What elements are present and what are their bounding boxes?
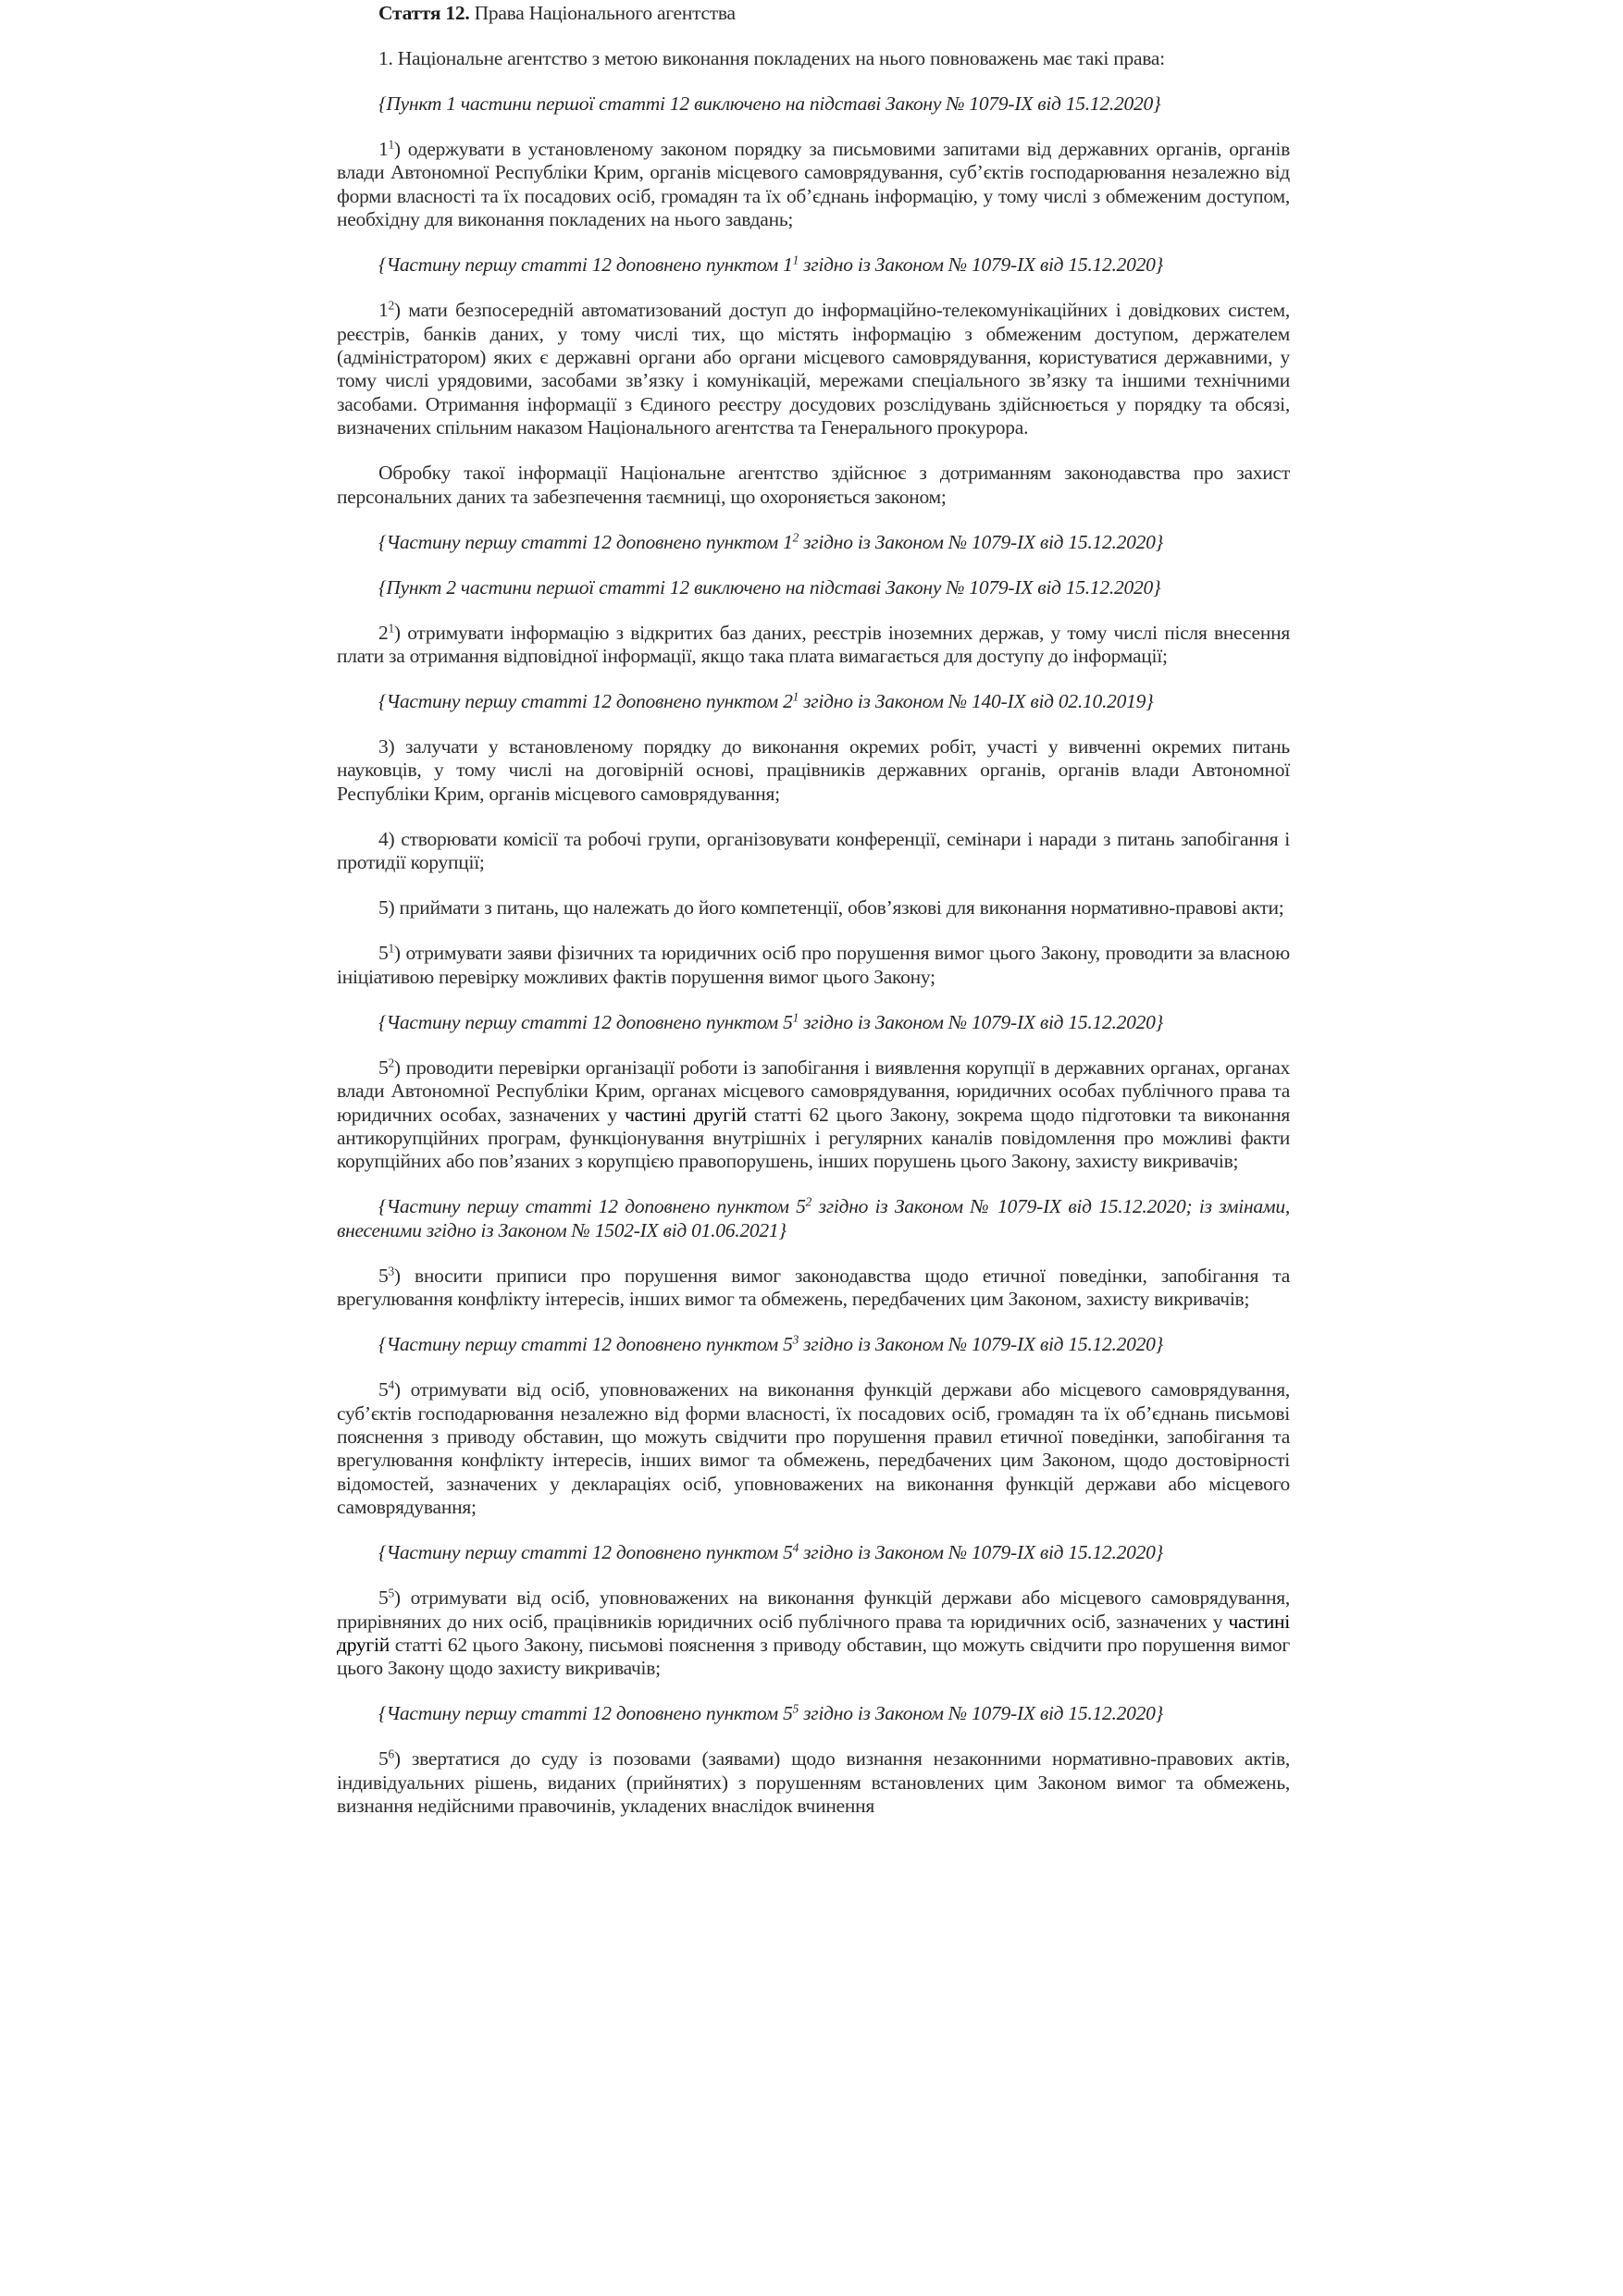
item-number: 5: [378, 1264, 389, 1287]
note-text: {Частину першу статті 12 доповнено пунктом 1: [378, 530, 793, 553]
item-5-3: [337, 1265, 1290, 1312]
note-text: {Частину першу статті 12 доповнено пунктом 5: [378, 1195, 806, 1218]
item-5-6: [337, 1747, 1290, 1818]
item-number: 2: [378, 621, 389, 644]
note-superscript: 1: [792, 689, 799, 704]
item-5-1: [337, 942, 1290, 989]
item-number: 5: [378, 1055, 389, 1079]
item-1-2: [337, 299, 1290, 439]
article-number: Стаття 12.: [378, 2, 470, 24]
item-text: ) проводити перевірки організації роботи із запобігання і виявлення корупції в державних органах, органах влади Автономної Республіки Крим, органах місцевого самоврядування, юридичних особах публічного права та юридичних особах, зазначених у: [337, 1055, 1290, 1126]
note-text: згідно із Законом № 1079-IX від 15.12.2020}: [799, 1702, 1164, 1725]
article-heading: [337, 2, 1290, 25]
note-text: згідно із Законом № 1079-IX від 15.12.2020}: [799, 253, 1164, 277]
reference-link-part-two[interactable]: частині другій: [337, 1610, 1290, 1656]
item-5-4: [337, 1378, 1290, 1519]
amendment-note-item-2-excluded: {Пункт 2 частини першої статті 12 виключено на підставі Закону № 1079-IX від 15.12.2020}: [378, 575, 1161, 599]
item-superscript: 1: [388, 941, 394, 956]
item-superscript: 1: [388, 621, 394, 636]
amendment-note-item-1-1: [337, 253, 1290, 277]
amendment-note-item-5-4: [337, 1541, 1290, 1564]
note-text: {Частину першу статті 12 доповнено пунктом 5: [378, 1333, 793, 1356]
note-text: згідно із Законом № 1079-IX від 15.12.2020}: [799, 1541, 1164, 1564]
item-5-5: [337, 1586, 1290, 1681]
reference-link-part-two[interactable]: частині другій: [625, 1103, 747, 1126]
item-text: ) мати безпосередній автоматизований доступ до інформаційно-телекомунікаційних і довідкових систем, реєстрів, банків даних, у тому числі тих, що містять інформацію з обмеженим доступом, держателем (адміністратором) яких є державні органи або органи місцевого самоврядування, користуватися державними, у тому числі урядовими, засобами зв’язку і комунікацій, мережами спеціального зв’язку та іншими технічними засобами. Отримання інформації з Єдиного реєстру досудових розслідувань здійснюється у порядку та обсязі, визначених спільним наказом Національного агентства та Генерального прокурора.: [337, 299, 1290, 439]
note-superscript: 5: [792, 1702, 799, 1717]
item-superscript: 2: [388, 1055, 394, 1070]
item-text: статті 62 цього Закону, письмові пояснення з приводу обставин, що можуть свідчити про порушення вимог цього Закону щодо захисту викривачів;: [337, 1633, 1290, 1680]
item-number: 1: [378, 138, 389, 160]
item-text: ) отримувати від осіб, уповноважених на виконання функцій держави або місцевого самоврядування, суб’єктів господарювання незалежно від форми власності, їх посадових осіб, громадян та їх об’єднань письмові пояснення з приводу обставин, що можуть свідчити про порушення правил етичної поведінки, запобігання та врегулювання конфлікту інтересів, інших вимог та обмежень, передбачених цим Законом, щодо достовірності відомостей, зазначених у деклараціях осіб, уповноважених на виконання функцій держави або місцевого самоврядування;: [337, 1378, 1290, 1519]
item-number: 5: [378, 1378, 389, 1401]
note-superscript: 2: [805, 1194, 812, 1209]
note-text: {Частину першу статті 12 доповнено пунктом 5: [378, 1702, 793, 1725]
item-text: ) отримувати від осіб, уповноважених на виконання функцій держави або місцевого самоврядування, прирівняних до них осіб, працівників юридичних осіб публічного права та юридичних осіб, зазначених у: [337, 1586, 1290, 1633]
amendment-note-item-5-5: [337, 1702, 1290, 1725]
item-superscript: 2: [388, 298, 394, 313]
item-number: 5: [378, 1586, 389, 1610]
item-superscript: 1: [388, 137, 394, 152]
item-superscript: 4: [388, 1377, 394, 1392]
item-text: ) звертатися до суду із позовами (заявами) щодо визнання незаконними нормативно-правових актів, індивідуальних рішень, виданих (прийнятих) з порушенням встановлених цим Законом вимог та обмежень, визнання недійсними правочинів, укладених внаслідок вчинення: [337, 1747, 1290, 1818]
item-text: статті 62 цього Закону, зокрема щодо підготовки та виконання антикорупційних програм, функціонування внутрішніх і регулярних каналів повідомлення про можливі факти корупційних або пов’язаних з корупцією правопорушень, інших порушень цього Закону, захисту викривачів;: [337, 1103, 1291, 1173]
item-text: ) одержувати в установленому законом порядку за письмовими запитами від державних органів, органів влади Автономної Республіки Крим, органів місцевого самоврядування, суб’єктів господарювання незалежно від форми власності та їх посадових осіб, громадян та їх об’єднань інформацію, у тому числі з обмеженим доступом, необхідну для виконання покладених на нього завдань;: [337, 138, 1290, 231]
amendment-note-item-5-3: [337, 1333, 1290, 1356]
item-1-2-continuation: Обробку такої інформації Національне агентство здійснює з дотриманням законодавства про захист персональних даних та забезпечення таємниці, що охороняється законом;: [337, 462, 1290, 508]
note-text: {Частину першу статті 12 доповнено пунктом 5: [378, 1010, 793, 1033]
item-text: ) отримувати заяви фізичних та юридичних осіб про порушення вимог цього Закону, проводити за власною ініціативою перевірку можливих фактів порушення вимог цього Закону;: [337, 942, 1290, 988]
note-text: згідно із Законом № 1079-IX від 15.12.2020; із змінами, внесеними згідно із Законом № 1502-IX від 01.06.2021}: [337, 1195, 1290, 1241]
item-superscript: 5: [388, 1586, 394, 1600]
item-1-1: [337, 138, 1290, 232]
amendment-note-item-5-2: [337, 1195, 1290, 1242]
note-text: згідно із Законом № 140-IX від 02.10.2019}: [799, 690, 1154, 713]
item-5: 5) приймати з питань, що належать до його компетенції, обов’язкові для виконання нормативно-правові акти;: [378, 896, 1284, 920]
paragraph-part-1: 1. Національне агентство з метою виконання покладених на нього повноважень має такі права:: [378, 47, 1165, 69]
amendment-note-item-1-excluded: {Пункт 1 частини першої статті 12 виключено на підставі Закону № 1079-IX від 15.12.2020}: [378, 93, 1161, 115]
item-superscript: 6: [388, 1747, 394, 1762]
item-number: 5: [378, 942, 389, 965]
item-number: 5: [378, 1747, 389, 1771]
note-text: згідно із Законом № 1079-IX від 15.12.2020}: [799, 1010, 1164, 1033]
note-superscript: 1: [792, 1010, 799, 1025]
item-4: 4) створювати комісії та робочі групи, організовувати конференції, семінари і наради з питань запобігання і протидії корупції;: [337, 827, 1290, 874]
item-text: ) отримувати інформацію з відкритих баз даних, реєстрів іноземних держав, у тому числі після внесення плати за отримання відповідної інформації, якщо така плата вимагається для доступу до інформації;: [337, 621, 1290, 668]
amendment-note-item-1-2: [337, 531, 1290, 554]
note-text: {Частину першу статті 12 доповнено пунктом 5: [378, 1541, 793, 1564]
article-title: Права Національного агентства: [469, 2, 736, 24]
note-text: {Частину першу статті 12 доповнено пунктом 1: [378, 253, 793, 277]
item-superscript: 3: [388, 1264, 394, 1278]
amendment-note-item-5-1: [337, 1011, 1290, 1034]
note-superscript: 2: [792, 530, 799, 545]
item-3: 3) залучати у встановленому порядку до виконання окремих робіт, участі у вивченні окремих питань науковців, у тому числі на договірній основі, працівників державних органів, органів влади Автономної Республіки Крим, органів місцевого самоврядування;: [337, 735, 1290, 805]
item-number: 1: [378, 299, 389, 322]
amendment-note-item-2-1: [337, 690, 1290, 713]
item-2-1: [337, 622, 1290, 669]
note-text: згідно із Законом № 1079-IX від 15.12.2020}: [799, 1333, 1164, 1356]
note-superscript: 4: [792, 1540, 799, 1555]
document-page: [337, 2, 1290, 1819]
item-text: ) вносити приписи про порушення вимог законодавства щодо етичної поведінки, запобігання та врегулювання конфлікту інтересів, інших вимог та обмежень, передбачених цим Законом, захисту викривачів;: [337, 1264, 1290, 1311]
item-5-2: [337, 1056, 1290, 1174]
note-text: згідно із Законом № 1079-IX від 15.12.2020}: [799, 530, 1164, 553]
note-text: {Частину першу статті 12 доповнено пунктом 2: [378, 690, 793, 713]
note-superscript: 3: [792, 1332, 799, 1347]
note-superscript: 1: [792, 253, 799, 267]
